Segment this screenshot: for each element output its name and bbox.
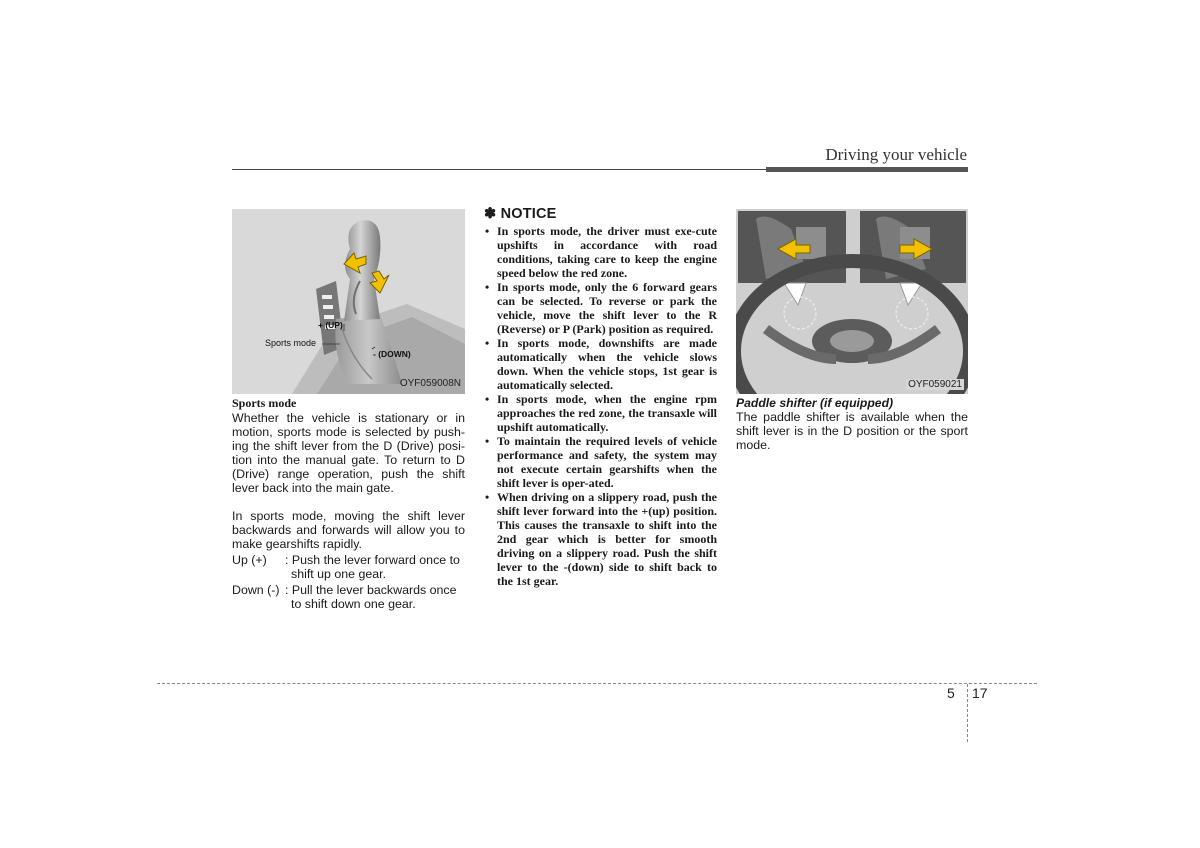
paddle-shifter-illustration [736,209,968,394]
header-rule-accent [766,167,968,172]
definition-term: Up (+) [232,553,267,567]
footer-divider [967,684,968,742]
notice-item: • To maintain the required levels of vehicle performance and safety, the system may not execute certain gearshifts when the shift lever is oper-ated. [484,434,717,490]
sports-mode-paragraph-2: In sports mode, moving the shift lever backwards and forwards will allow you to make gearshifts rapidly. [232,509,465,551]
notice-item: • In sports mode, when the engine rpm approaches the red zone, the transaxle will upshift automatically. [484,392,717,434]
paddle-shifter-caption: Paddle shifter (if equipped) [736,396,894,410]
definition-up [232,553,465,581]
notice-box [484,206,717,588]
figure-code: OYF059008N [399,378,461,389]
definition-term: Down (-) [232,583,280,597]
sports-mode-callout: Sports mode [265,338,317,348]
sports-mode-paragraph-1: Whether the vehicle is stationary or in motion, sports mode is selected by push-ing the shift lever from the D (Drive) posi-tion into the manual gate. To return to D (Drive) range operation, push the shift lever back into the main gate. [232,411,465,495]
notice-list [484,224,717,588]
notice-item: • When driving on a slippery road, push the shift lever forward into the +(up) position. This causes the transaxle to shift into the 2nd gear which is better for smooth driving on a slippery road. Push the shift lever to the -(down) side to shift back to the 1st gear. [484,490,717,588]
definition-down [232,583,465,611]
chapter-number: 5 [947,685,955,701]
definition-desc: : Push the lever forward once to shift up one gear. [285,553,460,581]
notice-item: • In sports mode, downshifts are made automatically when the vehicle slows down. When the vehicle stops, 1st gear is automatically selected. [484,336,717,392]
paddle-shifter-text: The paddle shifter is available when the shift lever is in the D position or the sport mode. [736,410,968,452]
up-callout: + (UP) [318,320,343,330]
page-number: 17 [972,685,988,701]
figure-code: OYF059021 [908,379,962,390]
footer-rule [157,683,1037,684]
sports-mode-section [232,396,465,611]
shift-lever-figure [232,209,465,394]
section-title: Driving your vehicle [825,145,967,164]
definition-desc: : Pull the lever backwards once to shift down one gear. [285,583,457,611]
notice-title: ✽ NOTICE [484,206,557,222]
notice-item: • In sports mode, the driver must exe-cute upshifts in accordance with road conditions, taking care to keep the engine speed below the red zone. [484,224,717,280]
paddle-shifter-section [736,396,968,452]
down-callout: - (DOWN) [373,349,411,359]
notice-item: • In sports mode, only the 6 forward gears can be selected. To reverse or park the vehicle, move the shift lever to the R (Reverse) or P (Park) position as required. [484,280,717,336]
paddle-shifter-figure [736,209,968,394]
sports-mode-heading: Sports mode [232,396,297,410]
shift-lever-illustration [232,209,465,394]
